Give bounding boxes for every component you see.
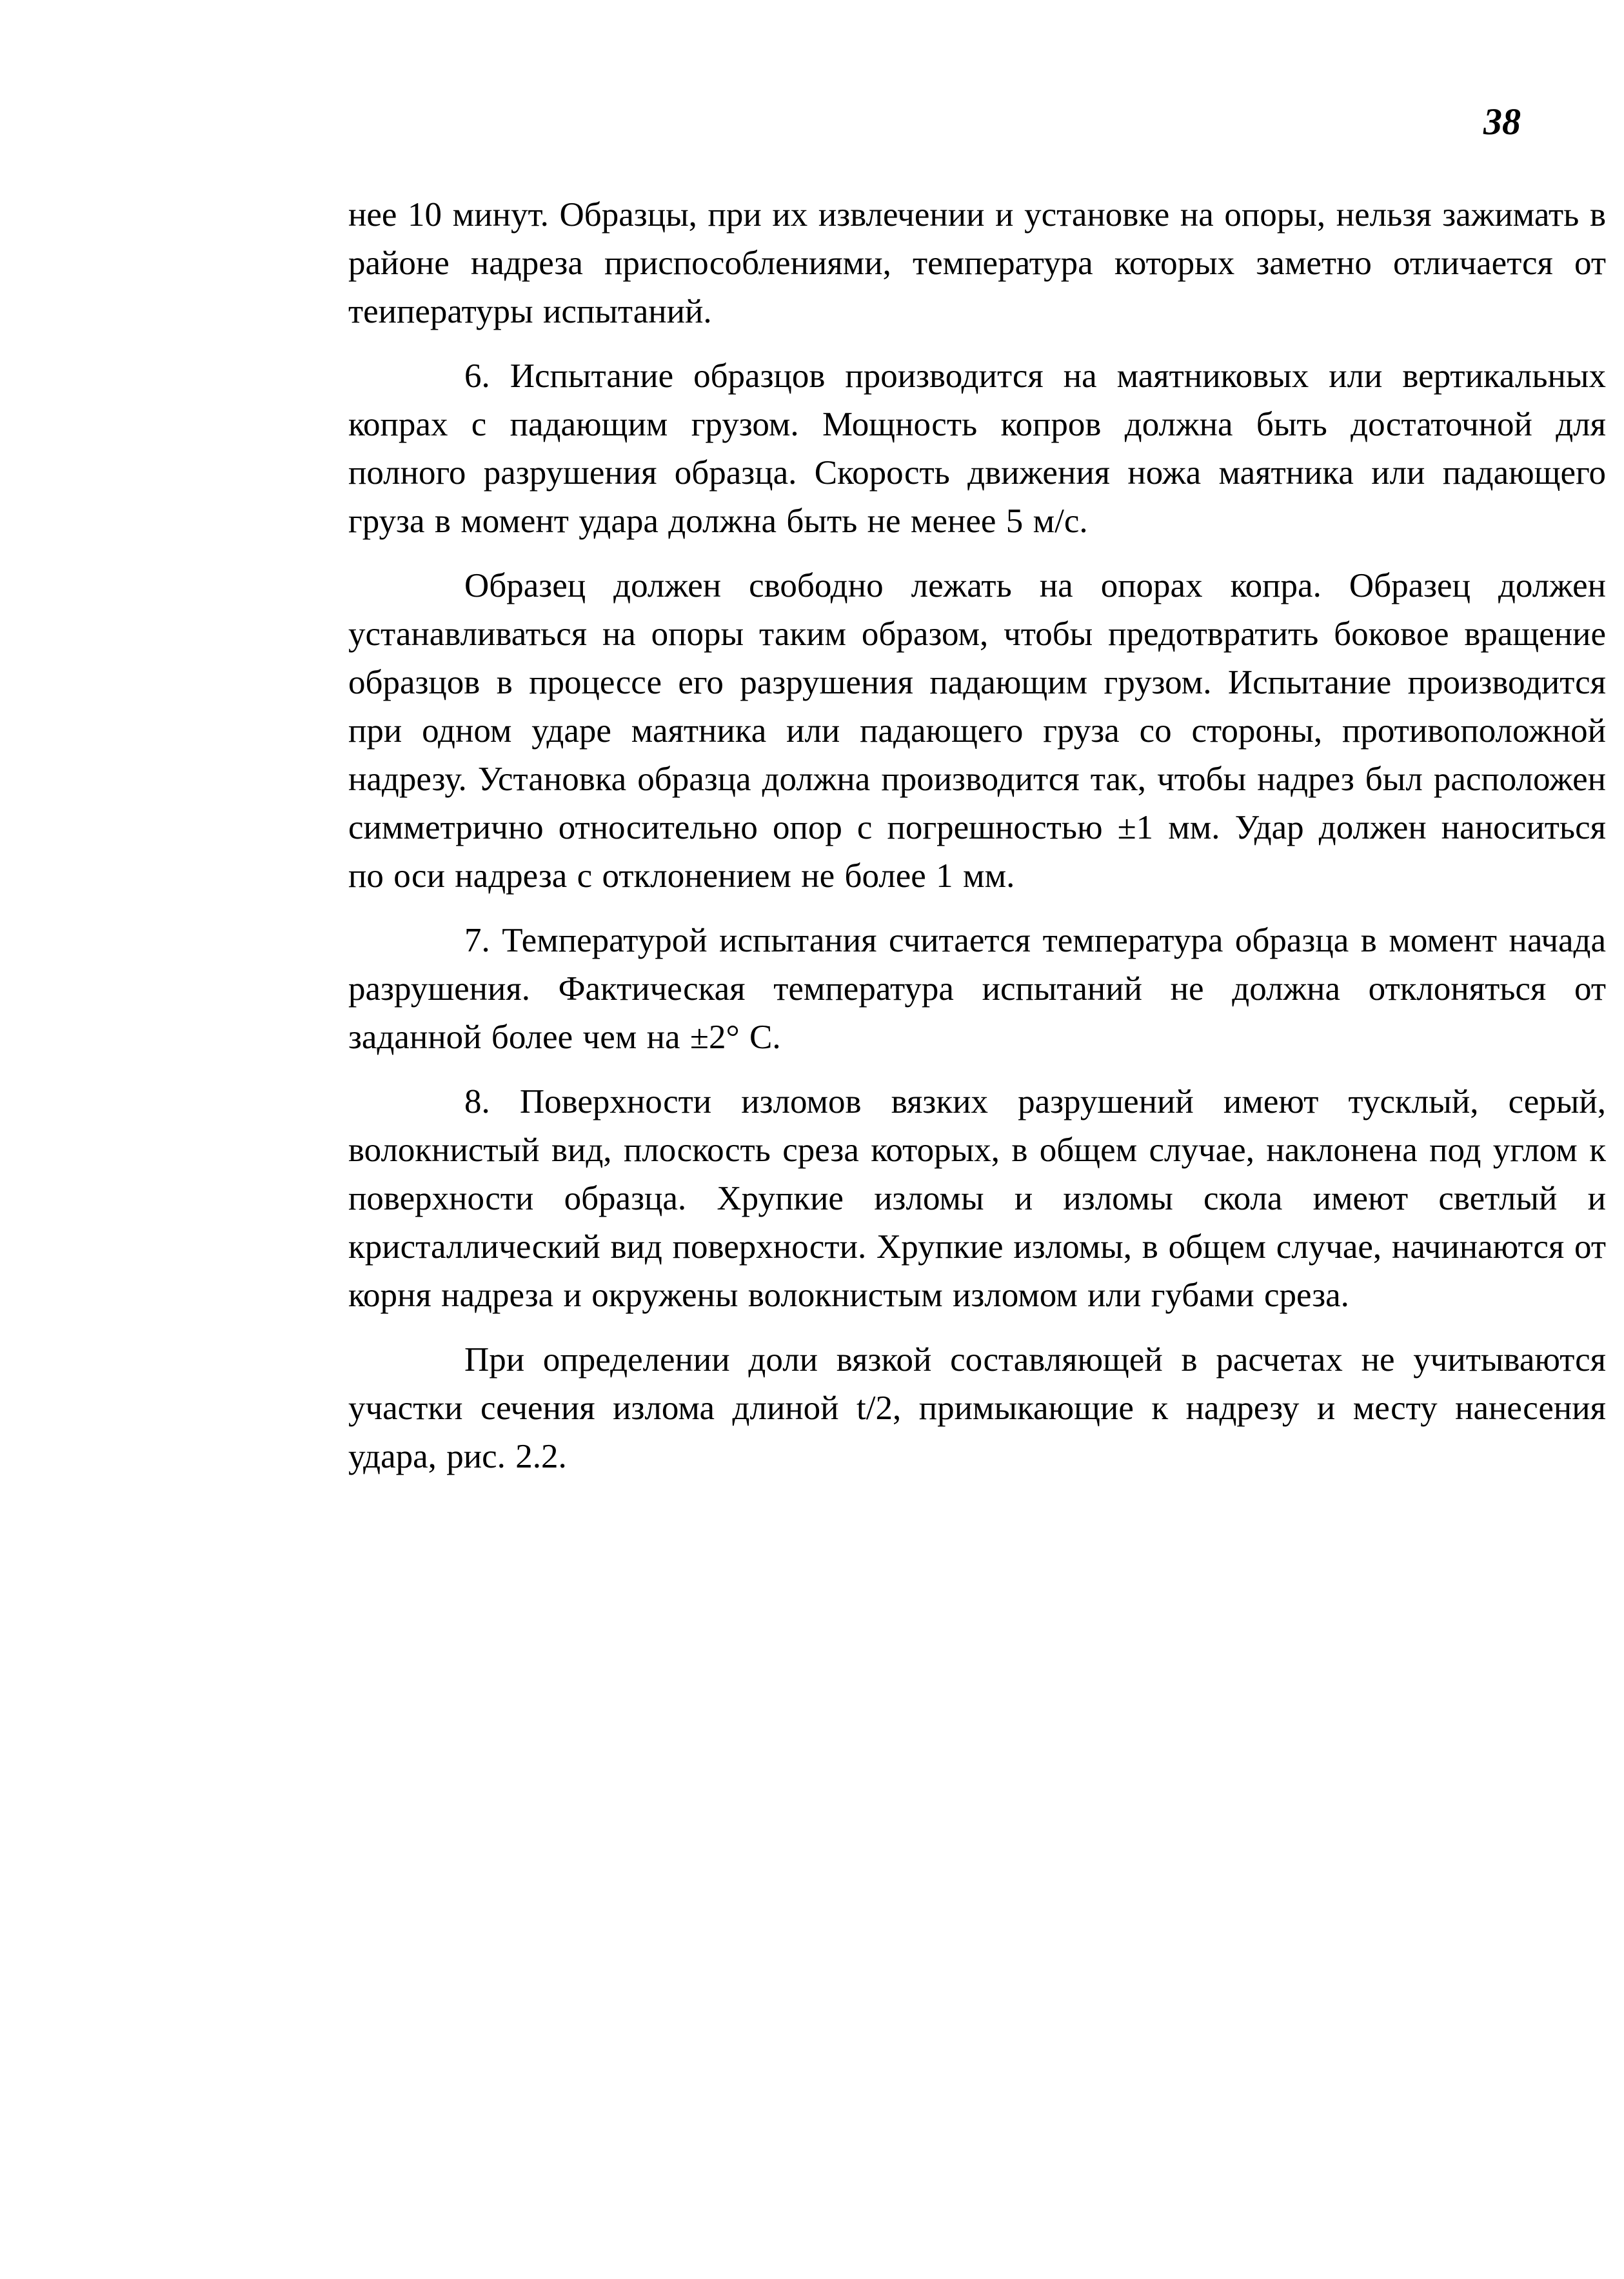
document-body: [348, 191, 1606, 1481]
paragraph-item-7: 7. Температурой испытания считается температура образца в момент начада разрушения. Фактическая температура испытаний не должна отклоняться от заданной более чем на ±2° С.: [348, 922, 1606, 1056]
paragraph-ductile-fraction: При определении доли вязкой составляющей в расчетах не учитываются участки сечения излома длиной t/2, примыкающие к надрезу и месту нанесения удара, рис. 2.2.: [348, 1341, 1606, 1475]
paragraph-continuation: нее 10 минут. Образцы, при их извлечении и установке на опоры, нельзя зажимать в районе надреза приспособлениями, температура которых заметно отличается от теипературы испытаний.: [348, 196, 1606, 330]
paragraph-specimen-placement: Образец должен свободно лежать на опорах копра. Образец должен устанавливаться на опоры таким образом, чтобы предотвратить боковое вращение образцов в процессе его разрушения падающим грузом. Испытание производится при одном ударе маятника или падающего груза со стороны, противоположной надрезу. Установка образца должна производится так, чтобы надрез был расположен симметрично относительно опор с погрешностью ±1 мм. Удар должен наноситься по оси надреза с отклонением не более 1 мм.: [348, 567, 1606, 895]
paragraph-item-8: 8. Поверхности изломов вязких разрушений имеют тусклый, серый, волокнистый вид, плоскость среза которых, в общем случае, наклонена под углом к поверхности образца. Хрупкие изломы и изломы скола имеют светлый и кристаллический вид поверхности. Хрупкие изломы, в общем случае, начинаются от корня надреза и окружены волокнистым изломом или губами среза.: [348, 1083, 1606, 1314]
paragraph-item-6: 6. Испытание образцов производится на маятниковых или вертикальных копрах с падающим грузом. Мощность копров должна быть достаточной для полного разрушения образца. Скорость движения ножа маятника или падающего груза в момент удара должна быть не менее 5 м/с.: [348, 357, 1606, 540]
page-number: 38: [1483, 101, 1521, 143]
